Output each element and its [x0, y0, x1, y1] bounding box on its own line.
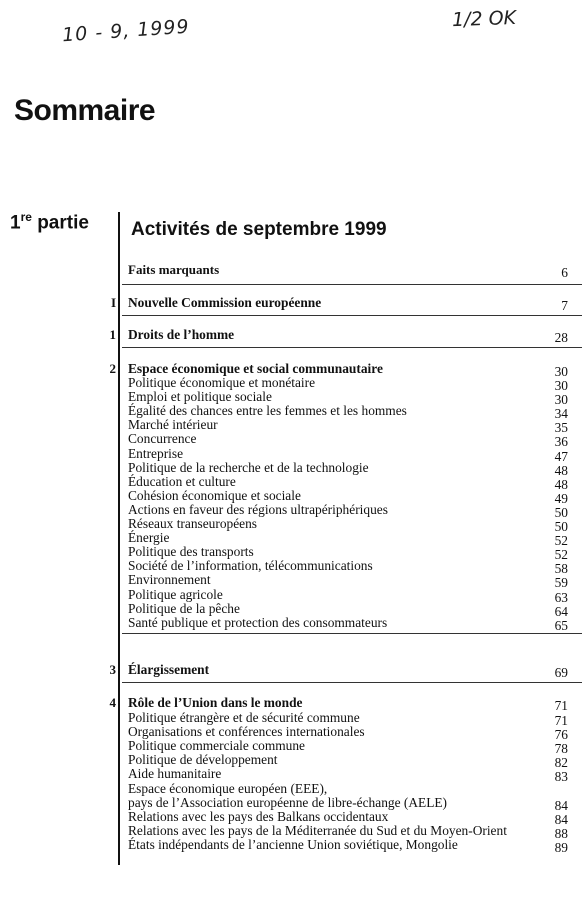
toc-entry	[128, 516, 568, 534]
toc-entry	[128, 836, 568, 855]
toc-entry-title: Espace économique européen (EEE),	[128, 780, 328, 796]
toc-section-heading	[128, 695, 568, 713]
toc-entry	[128, 822, 568, 841]
toc-entry-page: 71	[554, 698, 568, 713]
toc-entry-page: 64	[554, 603, 568, 619]
section-divider	[122, 633, 582, 634]
toc-entry	[128, 738, 568, 757]
toc-entry	[128, 752, 568, 771]
toc-entry-page: 34	[554, 406, 568, 422]
toc-entry-page: 48	[554, 462, 568, 478]
toc-entry-page: 52	[554, 533, 568, 549]
toc-entry-title: Politique étrangère et de sécurité commune	[128, 710, 360, 725]
toc-entry-title: Marché intérieur	[128, 417, 218, 433]
toc-entry-page: 69	[554, 665, 568, 680]
toc-entry-page: 78	[554, 741, 568, 757]
part-word: partie	[31, 212, 89, 234]
handwritten-date: 10 - 9, 1999	[61, 15, 191, 47]
section-number: 3	[109, 662, 116, 677]
section-divider	[122, 347, 582, 348]
toc-entry-page: 88	[554, 825, 568, 841]
toc-entry-title: Aide humanitaire	[128, 766, 222, 782]
toc-entry	[128, 487, 568, 506]
toc-entry	[128, 572, 568, 591]
toc-entry-title: Réseaux transeuropéens	[128, 516, 258, 531]
toc-entry-title: Relations avec les pays de la Méditerranée du Sud et du Moyen-Orient	[128, 822, 507, 838]
toc-entry-title: Espace économique et social communautaire	[128, 361, 383, 376]
section-number: 4	[109, 695, 116, 710]
toc-entry-title: Droits de l’homme	[128, 327, 235, 342]
toc-entry-page: 82	[554, 755, 568, 771]
toc-entry-title: Politique de développement	[128, 752, 278, 768]
toc-entry-page: 63	[554, 589, 568, 605]
toc-entry	[128, 417, 568, 436]
toc-entry	[128, 431, 568, 450]
toc-entry-title: Faits marquants	[128, 262, 220, 277]
toc-entry-title: Politique économique et monétaire	[128, 375, 316, 390]
toc-entry-title: Cohésion économique et sociale	[128, 487, 301, 503]
toc-entry	[128, 781, 568, 796]
toc-entry-title: Nouvelle Commission européenne	[128, 295, 322, 310]
section-divider	[122, 682, 582, 683]
toc-entry	[128, 375, 568, 393]
toc-entry	[128, 459, 568, 478]
toc-entry	[128, 794, 568, 813]
toc-entry-page: 47	[554, 448, 568, 464]
toc-entry-title: Relations avec les pays des Balkans occidentaux	[128, 808, 389, 824]
toc-entry-page: 30	[554, 364, 568, 379]
toc-entry-title: Actions en faveur des régions ultrapériphériques	[128, 501, 388, 517]
section-number: 1	[109, 327, 116, 342]
toc-entry-page: 59	[554, 575, 568, 591]
toc-entry-page: 58	[554, 561, 568, 577]
section-divider	[122, 315, 582, 316]
toc-entry	[128, 389, 568, 408]
toc-entry	[128, 724, 568, 743]
toc-entry-page: 52	[554, 547, 568, 563]
toc-entry-page: 84	[554, 811, 568, 827]
section-divider	[122, 284, 582, 285]
toc-entry	[128, 614, 568, 633]
toc-entry-title: Éducation et culture	[128, 473, 236, 489]
toc-entry-title: Politique des transports	[128, 544, 254, 560]
toc-entry-title: Concurrence	[128, 431, 197, 447]
toc-entry-page: 7	[561, 298, 568, 313]
toc-entry	[128, 501, 568, 520]
toc-entry-page: 49	[554, 490, 568, 506]
toc-entry-page: 84	[554, 797, 568, 813]
toc-entry-title: Élargissement	[128, 662, 210, 677]
toc-entry	[128, 445, 568, 464]
part-number: 1	[10, 212, 21, 234]
toc-entry-title: Environnement	[128, 572, 211, 588]
section-number: 2	[109, 361, 116, 376]
toc-entry	[128, 808, 568, 827]
toc-entry-page: 6	[561, 265, 568, 280]
part-ordinal-suffix: re	[20, 210, 32, 224]
toc-entry-page: 65	[554, 617, 568, 633]
toc-entry-title: Rôle de l’Union dans le monde	[128, 695, 303, 710]
toc-entry-faits-marquants	[128, 262, 568, 280]
toc-entry-title: Politique agricole	[128, 586, 223, 602]
part-title: Activités de septembre 1999	[131, 219, 387, 240]
toc-entry-page: 36	[554, 434, 568, 450]
toc-entry-page: 71	[554, 713, 568, 728]
toc-entry-page: 89	[554, 839, 568, 855]
toc-entry-page: 50	[554, 504, 568, 520]
toc-entry-page: 76	[554, 727, 568, 743]
toc-entry-title: pays de l’Association européenne de libre-échange (AELE)	[128, 794, 448, 810]
toc-entry	[128, 473, 568, 492]
toc-entry-title: Énergie	[128, 530, 170, 546]
toc-entry-page: 48	[554, 476, 568, 492]
toc-section-heading	[128, 295, 568, 313]
part-label	[10, 210, 89, 234]
toc-entry-title: Organisations et conférences internationales	[128, 724, 365, 740]
toc-entry	[128, 600, 568, 619]
toc-entry-page: 83	[554, 769, 568, 785]
toc-entry-page: 30	[554, 392, 568, 408]
section-number: I	[110, 295, 116, 310]
toc-entry-title: Politique de la pêche	[128, 600, 240, 616]
toc-entry	[128, 544, 568, 563]
toc-entry-title: Entreprise	[128, 445, 184, 461]
toc-entry-page: 35	[554, 420, 568, 436]
toc-entry	[128, 558, 568, 577]
toc-entry-title: Égalité des chances entre les femmes et les hommes	[128, 403, 407, 419]
vertical-rule	[118, 212, 120, 865]
toc-entry	[128, 403, 568, 422]
toc-entry-page: 30	[554, 378, 568, 393]
toc-entry-title: Politique commerciale commune	[128, 738, 306, 754]
toc-entry-title: États indépendants de l’ancienne Union soviétique, Mongolie	[128, 836, 458, 852]
toc-entry-title: Santé publique et protection des consommateurs	[128, 614, 388, 630]
toc-section-heading	[128, 361, 568, 379]
handwritten-mark: 1/2 OK	[451, 6, 517, 32]
toc-entry	[128, 766, 568, 785]
toc-entry	[128, 530, 568, 549]
toc-entry	[128, 586, 568, 605]
page-title: Sommaire	[14, 94, 156, 127]
toc-entry-title: Société de l’information, télécommunications	[128, 558, 373, 574]
toc-section-heading	[128, 327, 568, 345]
toc-entry-title: Politique de la recherche et de la technologie	[128, 459, 369, 475]
toc-entry-page: 50	[554, 519, 568, 534]
toc-entry	[128, 710, 568, 728]
toc-entry-page: 28	[554, 330, 568, 345]
toc-entry-title: Emploi et politique sociale	[128, 389, 272, 405]
toc-section-heading	[128, 662, 568, 680]
